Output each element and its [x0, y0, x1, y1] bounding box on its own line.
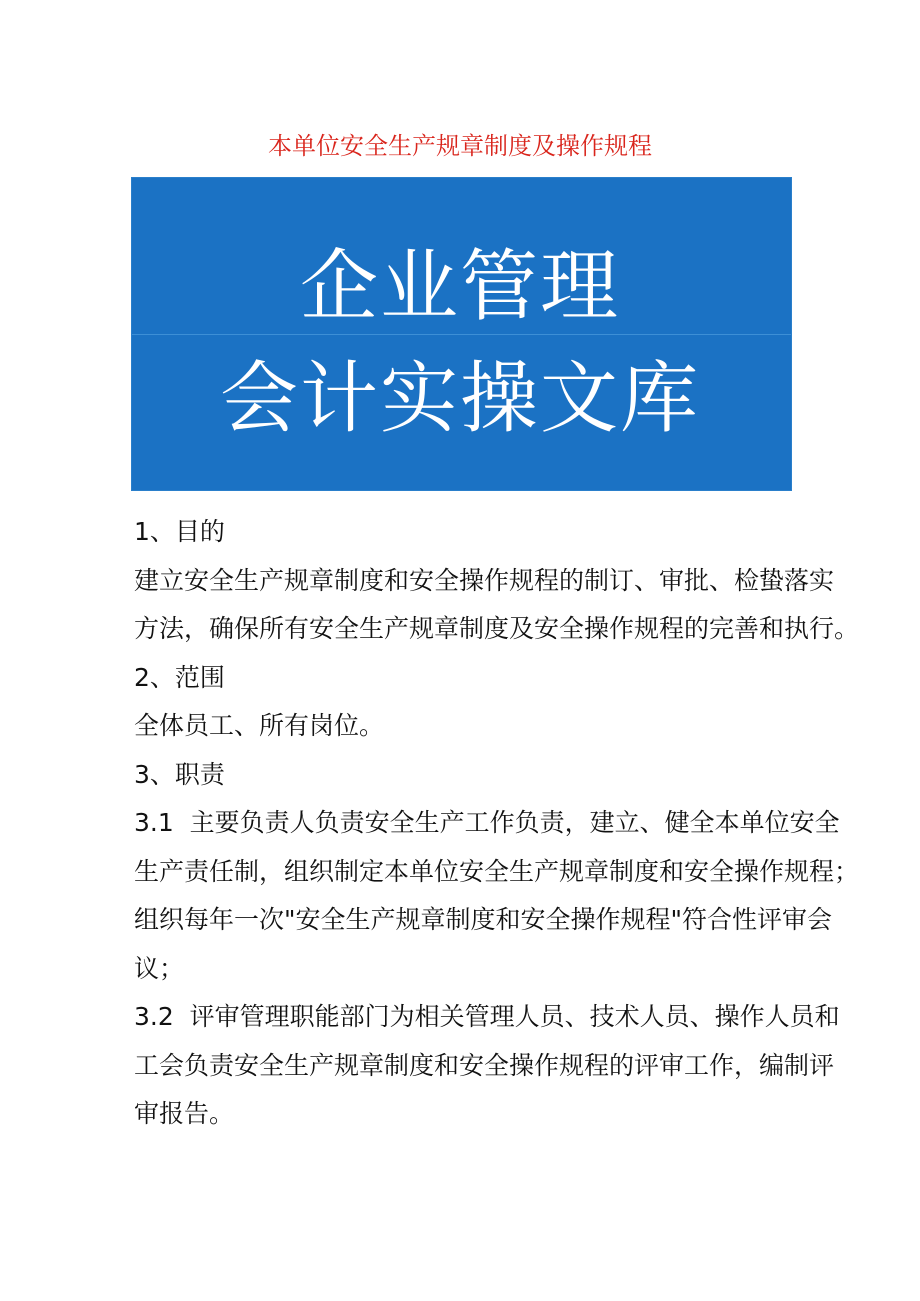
body-line: 组织每年一次"安全生产规章制度和安全操作规程"符合性评审会 [134, 905, 833, 934]
body-line: 议； [134, 953, 185, 983]
body-line: 3.1 主要负责人负责安全生产工作负责，建立、健全本单位安全 [134, 808, 840, 837]
section-heading-scope: 2、范围 [134, 662, 225, 692]
body-line: 生产责任制，组织制定本单位安全生产规章制度和安全操作规程； [134, 856, 860, 886]
section-heading-responsibilities: 3、职责 [134, 759, 225, 789]
banner-heading-line-1: 企业管理 [299, 242, 620, 332]
banner-heading-line-2: 会计实操文库 [219, 354, 700, 444]
banner-divider [132, 334, 791, 335]
body-line: 审报告。 [134, 1099, 235, 1128]
body-line: 全体员工、所有岗位。 [134, 711, 385, 740]
document-title: 本单位安全生产规章制度及操作规程 [268, 132, 652, 160]
document-body [134, 508, 860, 1139]
section-heading-purpose: 1、目的 [134, 517, 225, 546]
body-line: 方法，确保所有安全生产规章制度及安全操作规程的完善和执行。 [134, 614, 860, 643]
body-line: 工会负责安全生产规章制度和安全操作规程的评审工作，编制评 [134, 1050, 835, 1080]
body-line: 建立安全生产规章制度和安全操作规程的制订、审批、检蛰落实 [134, 565, 835, 595]
body-line: 3.2 评审管理职能部门为相关管理人员、技术人员、操作人员和 [134, 1002, 840, 1031]
